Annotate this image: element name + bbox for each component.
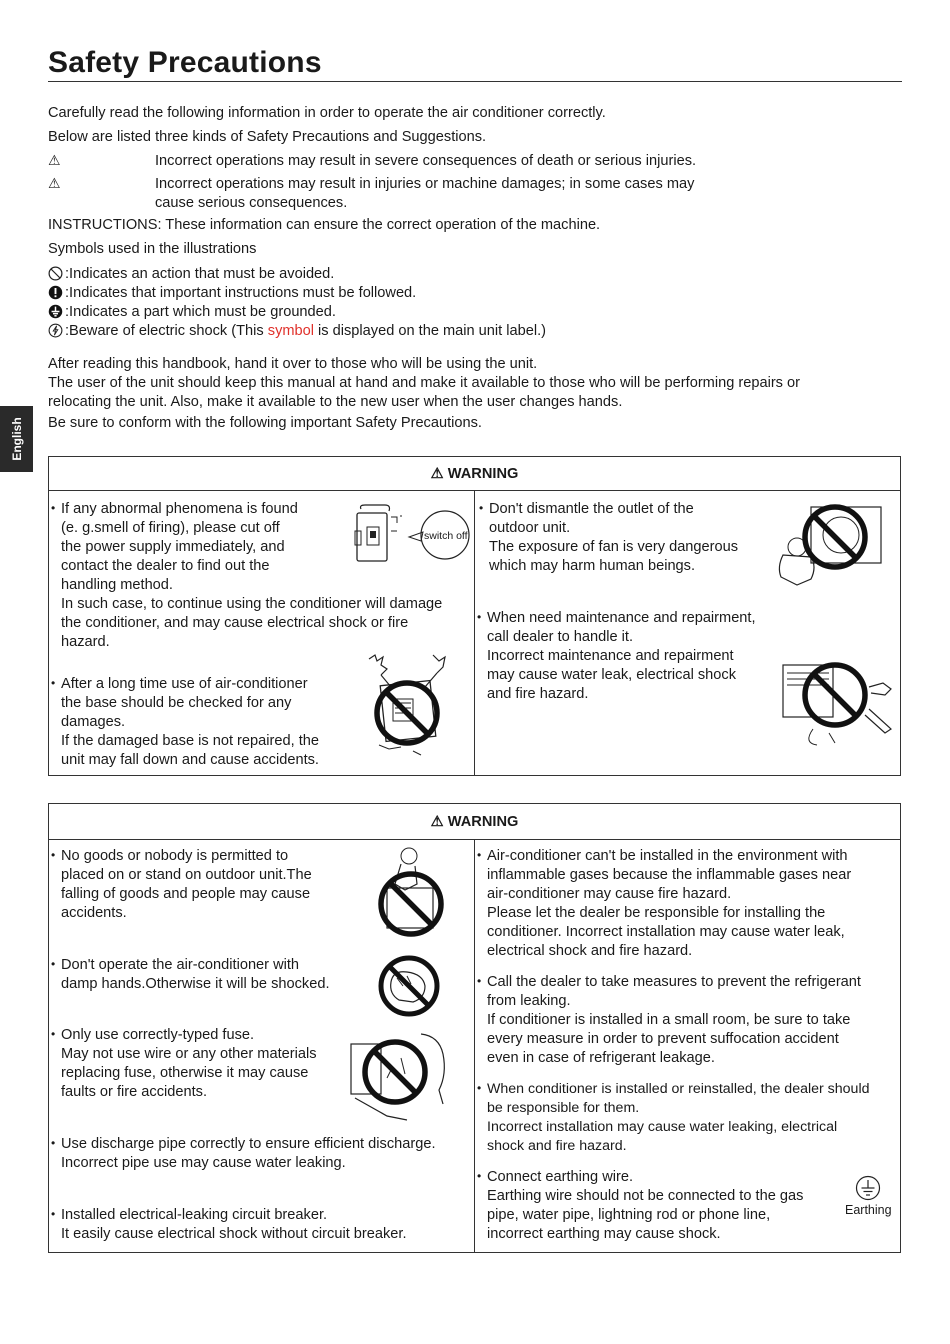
box2-left-item-2 — [51, 956, 330, 994]
symbol-avoid-row — [48, 265, 334, 284]
damp-hands-illustration — [373, 952, 445, 1020]
text-line: After a long time use of air-conditioner — [61, 676, 308, 692]
text-line: which may harm human beings. — [489, 558, 696, 574]
text-line: damages. — [61, 714, 126, 730]
box2-right-item-3 — [477, 1080, 870, 1156]
bullet-icon: • — [477, 610, 482, 624]
symbol-follow-row — [48, 284, 416, 303]
text-line: Incorrect installation may cause water leaking, electrical — [487, 1119, 838, 1135]
fuse-illustration — [347, 1030, 451, 1124]
title-divider — [48, 81, 902, 82]
text-line: Earthing wire should not be connected to the gas — [487, 1188, 804, 1204]
text-line: Installed electrical-leaking circuit breaker. — [61, 1207, 328, 1223]
box2-left-item-4 — [51, 1135, 436, 1173]
warning-box-1-title: WARNING — [447, 466, 519, 482]
bullet-icon: • — [51, 1136, 56, 1150]
text-line: electrical shock and fire hazard. — [487, 943, 693, 959]
symbols-heading: Symbols used in the illustrations — [48, 241, 257, 257]
text-line: call dealer to handle it. — [487, 629, 634, 645]
text-line: hazard. — [61, 634, 110, 650]
symbol-ground-row — [48, 303, 336, 322]
warning-level-2-text: Incorrect operations may result in injuries or machine damages; in some cases may — [155, 176, 695, 192]
bullet-icon: • — [477, 848, 482, 862]
text-line: Connect earthing wire. — [487, 1169, 634, 1185]
text-line: unit may fall down and cause accidents. — [61, 752, 319, 768]
box2-right-item-2 — [477, 973, 861, 1068]
text-line: If conditioner is installed in a small room, be sure to take — [487, 1012, 851, 1028]
text-line: be responsible for them. — [487, 1100, 640, 1116]
instructions-text: INSTRUCTIONS: These information can ensure the correct operation of the machine. — [48, 217, 601, 233]
text-line: Only use correctly-typed fuse. — [61, 1027, 255, 1043]
bullet-icon: • — [477, 1081, 482, 1095]
warning-box-2-title: WARNING — [447, 814, 519, 830]
bullet-icon: • — [477, 1169, 482, 1183]
text-line: may cause water leak, electrical shock — [487, 667, 737, 683]
text-line: handling method. — [61, 577, 173, 593]
bullet-icon: • — [479, 501, 484, 515]
intro-line-2: Below are listed three kinds of Safety Precautions and Suggestions. — [48, 129, 487, 145]
symbol-ground-text: :Indicates a part which must be grounded. — [65, 304, 336, 320]
maintenance-illustration — [773, 653, 899, 749]
warning-level-2-text-cont: cause serious consequences. — [155, 195, 348, 211]
after-line-2: The user of the unit should keep this manual at hand and make it available to those who will be performing repairs or — [48, 375, 801, 391]
prohibited-icon — [48, 266, 63, 281]
page-title: Safety Precautions — [48, 46, 322, 79]
bullet-icon: • — [51, 1207, 56, 1221]
text-line: contact the dealer to find out the — [61, 558, 270, 574]
text-line: When need maintenance and repairment, — [487, 610, 756, 626]
bullet-icon: • — [51, 848, 56, 862]
warning-triangle-icon: ⚠ — [48, 152, 61, 168]
symbol-shock-text-a: :Beware of electric shock (This — [65, 323, 268, 339]
text-line: falling of goods and people may cause — [61, 886, 311, 902]
text-line: the power supply immediately, and — [61, 539, 285, 555]
text-line: The exposure of fan is very dangerous — [489, 539, 739, 555]
text-line: May not use wire or any other materials — [61, 1046, 317, 1062]
bullet-icon: • — [51, 501, 56, 515]
text-line: It easily cause electrical shock without circuit breaker. — [61, 1226, 407, 1242]
symbol-follow-text: :Indicates that important instructions must be followed. — [65, 285, 417, 301]
text-line: Incorrect maintenance and repairment — [487, 648, 734, 664]
column-divider — [474, 491, 475, 775]
earthing-label: Earthing — [845, 1203, 892, 1217]
box1-right-item-1 — [479, 500, 739, 576]
text-line: Air-conditioner can't be installed in the environment with — [487, 848, 848, 864]
earthing-icon — [855, 1175, 881, 1201]
after-line-4: Be sure to conform with the following important Safety Precautions. — [48, 415, 482, 431]
language-tab — [0, 406, 33, 472]
text-line: from leaking. — [487, 993, 571, 1009]
text-line: and fire hazard. — [487, 686, 589, 702]
text-line: even in case of refrigerant leakage. — [487, 1050, 715, 1066]
warning-header-icon: ⚠ — [430, 814, 448, 830]
intro-line-1: Carefully read the following information in order to operate the air conditioner correctly. — [48, 105, 606, 121]
text-line: Call the dealer to take measures to prevent the refrigerant — [487, 974, 861, 990]
text-line: No goods or nobody is permitted to — [61, 848, 289, 864]
bullet-icon: • — [51, 957, 56, 971]
symbol-shock-highlight: symbol — [267, 323, 314, 339]
text-line: In such case, to continue using the conditioner will damage — [61, 596, 443, 612]
bullet-icon: • — [51, 676, 56, 690]
text-line: placed on or stand on outdoor unit.The — [61, 867, 312, 883]
ground-icon — [48, 304, 63, 319]
box2-left-item-1 — [51, 847, 312, 923]
warning-box-2 — [48, 803, 901, 1253]
column-divider — [474, 840, 475, 1252]
text-line: damp hands.Otherwise it will be shocked. — [61, 976, 330, 992]
after-line-1: After reading this handbook, hand it over to those who will be using the unit. — [48, 356, 538, 372]
mandatory-icon — [48, 285, 63, 300]
unit-falling-illustration — [361, 653, 451, 765]
text-line: accidents. — [61, 905, 127, 921]
language-tab-label: English — [9, 417, 24, 461]
symbol-shock-row — [48, 322, 546, 341]
text-line: If any abnormal phenomena is found — [61, 501, 298, 517]
fan-danger-illustration — [771, 497, 889, 593]
box1-left-item-2 — [51, 675, 319, 770]
bullet-icon: • — [477, 974, 482, 988]
text-line: pipe, water pipe, lightning rod or phone line, — [487, 1207, 771, 1223]
caution-triangle-icon: ⚠ — [48, 175, 61, 191]
text-line: incorrect earthing may cause shock. — [487, 1226, 721, 1242]
text-line: conditioner. Incorrect installation may cause water leak, — [487, 924, 845, 940]
symbol-shock-text-b: is displayed on the main unit label.) — [314, 323, 547, 339]
text-line: When conditioner is installed or reinstalled, the dealer should — [487, 1081, 870, 1097]
box2-left-item-3 — [51, 1026, 317, 1102]
box1-right-item-2 — [477, 609, 756, 704]
text-line: Don't operate the air-conditioner with — [61, 957, 300, 973]
warning-box-1-header — [49, 457, 900, 491]
text-line: the base should be checked for any — [61, 695, 292, 711]
text-line: Don't dismantle the outlet of the — [489, 501, 694, 517]
warning-header-icon: ⚠ — [430, 466, 448, 482]
box2-right-item-1 — [477, 847, 852, 961]
no-standing-illustration — [371, 844, 451, 944]
text-line: Incorrect pipe use may cause water leaking. — [61, 1155, 346, 1171]
bullet-icon: • — [51, 1027, 56, 1041]
warning-level-1-text: Incorrect operations may result in severe consequences of death or serious injuries. — [155, 153, 697, 169]
switch-off-label: switch off — [424, 530, 468, 542]
box2-left-item-5 — [51, 1206, 407, 1244]
text-line: the conditioner, and may cause electrical shock or fire — [61, 615, 409, 631]
text-line: air-conditioner may cause fire hazard. — [487, 886, 732, 902]
text-line: If the damaged base is not repaired, the — [61, 733, 319, 749]
warning-box-2-header — [49, 804, 900, 840]
text-line: replacing fuse, otherwise it may cause — [61, 1065, 309, 1081]
box2-right-item-4 — [477, 1168, 804, 1244]
text-line: Use discharge pipe correctly to ensure efficient discharge. — [61, 1136, 436, 1152]
after-line-3: relocating the unit. Also, make it available to the new user when the user changes hands. — [48, 394, 623, 410]
text-line: shock and fire hazard. — [487, 1138, 627, 1154]
symbol-avoid-text: :Indicates an action that must be avoided. — [65, 266, 335, 282]
text-line: every measure in order to prevent suffocation accident — [487, 1031, 839, 1047]
text-line: outdoor unit. — [489, 520, 571, 536]
warning-box-1 — [48, 456, 901, 776]
text-line: faults or fire accidents. — [61, 1084, 208, 1100]
text-line: (e. g.smell of firing), please cut off — [61, 520, 280, 536]
electric-shock-icon — [48, 323, 63, 338]
text-line: Please let the dealer be responsible for installing the — [487, 905, 826, 921]
text-line: inflammable gases because the inflammable gases near — [487, 867, 852, 883]
